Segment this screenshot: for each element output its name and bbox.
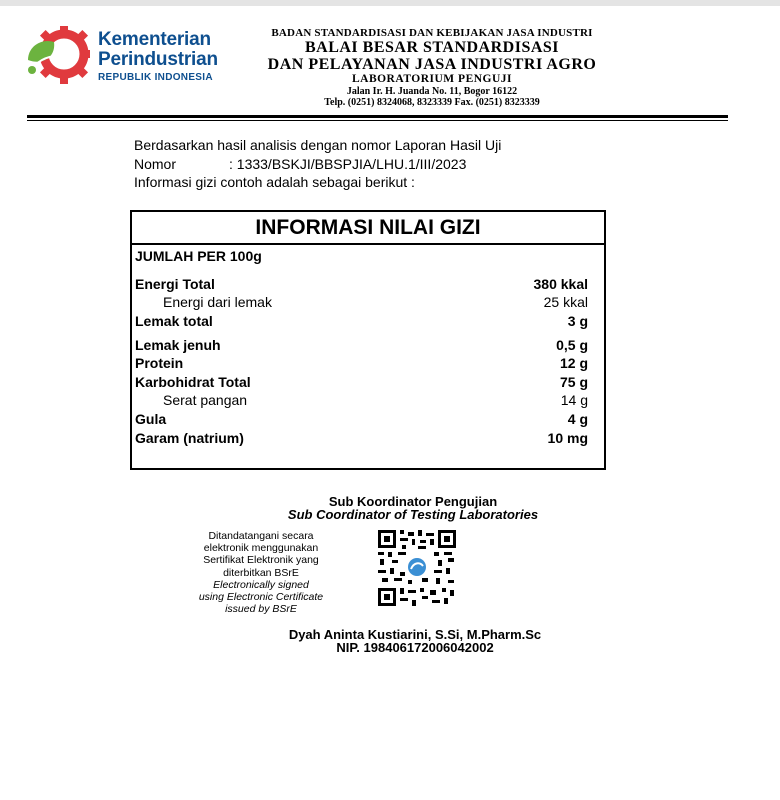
nutrient-row-energi-total [132,276,604,294]
lab-name: LABORATORIUM PENGUJI [351,73,513,85]
nutrient-row-garam [132,430,604,448]
nutrient-row-lemak-jenuh [132,337,604,355]
logo-text [98,30,218,83]
nomor-label: Nomor [134,156,177,172]
serving-size: JUMLAH PER 100g [135,248,262,264]
logo-line-perindustrian: Perindustrian [98,49,218,70]
nutrient-row-protein [132,355,604,373]
nutrient-label: Karbohidrat Total [135,374,251,390]
esign-line: Sertifikat Elektronik yang [203,554,319,567]
office-name-line2: DAN PELAYANAN JASA INDUSTRI AGRO [267,56,597,73]
nutrient-value: 25 kkal [543,294,588,310]
letterhead-divider-thick [27,115,728,118]
nutrient-row-gula [132,411,604,429]
nutrient-value: 3 g [567,313,588,329]
nutrient-label: Lemak jenuh [135,337,221,353]
nutrient-label: Garam (natrium) [135,430,244,446]
nutrient-value: 380 kkal [533,276,588,292]
top-edge-bar [0,0,780,6]
electronic-signature-note [190,530,332,615]
esign-line: Electronically signed [213,578,309,591]
nutrition-facts-box [130,210,606,470]
nomor-value: : 1333/BSKJI/BBSPJIA/LHU.1/III/2023 [229,156,467,172]
letterhead-divider-thin [27,120,728,121]
ministry-logo [24,22,224,88]
signer-role-id: Sub Koordinator Pengujian [328,494,498,509]
agency-name: BADAN STANDARDISASI DAN KEBIJAKAN JASA INDUSTRI [271,27,593,39]
qr-code-icon [378,530,456,606]
intro-info-line: Informasi gizi contoh adalah sebagai berikut : [134,174,415,190]
nutrient-value: 75 g [559,374,588,390]
signer-role-en: Sub Coordinator of Testing Laboratories [287,507,539,522]
office-name-line1: BALAI BESAR STANDARDISASI [304,39,560,56]
esign-line: diterbitkan BSrE [223,566,299,579]
nutrient-value: 12 g [559,355,588,371]
esign-line: Ditandatangani secara [208,530,314,542]
address: Jalan Ir. H. Juanda No. 11, Bogor 16122 [346,86,518,97]
esign-line: elektronik menggunakan [203,542,319,555]
esign-line: using Electronic Certificate [198,591,324,604]
nutrient-value: 14 g [560,392,588,408]
nutrient-row-karbohidrat [132,374,604,392]
signer-nip: NIP. 198406172006042002 [336,640,494,655]
nutrition-title: INFORMASI NILAI GIZI [255,216,481,239]
nutrient-value: 10 mg [547,430,588,446]
intro-line: Berdasarkan hasil analisis dengan nomor Laporan Hasil Uji [134,137,502,153]
nutrient-label: Serat pangan [163,392,248,408]
nutrient-row-lemak-total [132,313,604,331]
esign-line: issued by BSrE [225,603,297,616]
nutrition-title-divider [132,243,604,245]
nutrient-value: 0,5 g [556,337,588,353]
logo-line-republik: REPUBLIK INDONESIA [98,72,213,83]
nutrient-value: 4 g [567,411,588,427]
nutrient-label: Energi dari lemak [163,294,272,310]
nutrient-row-serat-pangan [132,392,604,410]
nutrient-label: Gula [135,411,167,427]
nutrient-row-energi-lemak [132,294,604,312]
logo-line-kementerian: Kementerian [98,29,211,50]
signer-name: Dyah Aninta Kustiarini, S.Si, M.Pharm.Sc [288,627,542,642]
nutrient-label: Protein [135,355,184,371]
nutrient-label: Lemak total [135,313,213,329]
gear-leaf-icon [24,26,90,86]
contact-info: Telp. (0251) 8324068, 8323339 Fax. (0251) 8323339 [324,97,540,108]
nutrient-label: Energi Total [135,276,215,292]
